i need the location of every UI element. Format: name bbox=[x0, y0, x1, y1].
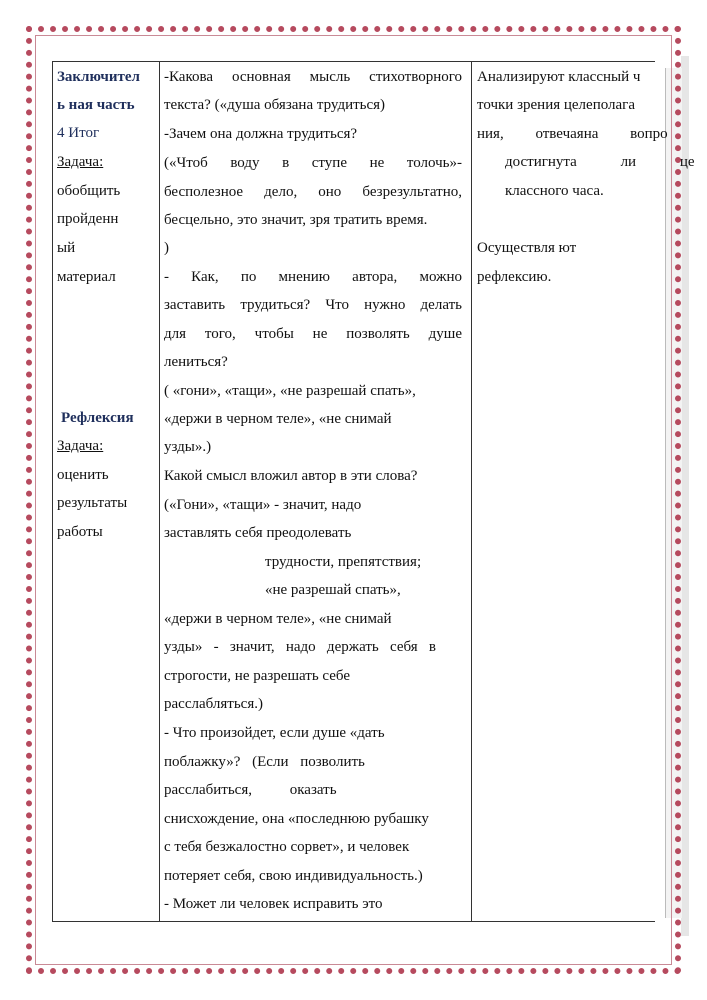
task-label: Задача: bbox=[57, 154, 104, 170]
text-line: расслабляться.) bbox=[164, 696, 263, 712]
text-line: «держи в черном теле», «не снимай bbox=[164, 611, 392, 627]
text-line: потеряет себя, свою индивидуальность.) bbox=[164, 868, 423, 884]
text-line: классного часа. bbox=[505, 183, 604, 199]
text-line: лениться? bbox=[164, 354, 228, 370]
text-line: ) bbox=[164, 240, 169, 256]
text-line: ния, отвечаяна вопро bbox=[477, 126, 668, 142]
text-line: («Гони», «тащи» - значит, надо bbox=[164, 497, 362, 513]
text-line: снисхождение, она «последнюю рубашку bbox=[164, 811, 429, 827]
task-line: обобщить bbox=[57, 183, 121, 199]
text-line: поблажку»? (Если позволить bbox=[164, 754, 365, 770]
teacher-activity-column bbox=[164, 62, 465, 921]
text-line: точки зрения целеполага bbox=[477, 97, 635, 113]
text-line: - Как, по мнению автора, можно bbox=[164, 269, 462, 285]
text-line: бесполезное дело, оно безрезультатно, bbox=[164, 184, 462, 200]
text-line: трудности, препятствия; bbox=[265, 554, 422, 570]
text-line: ( «гони», «тащи», «не разрешай спать», bbox=[164, 383, 416, 399]
text-line: узды».) bbox=[164, 439, 212, 455]
text-line: «держи в черном теле», «не снимай bbox=[164, 411, 392, 427]
page-shadow bbox=[681, 56, 689, 936]
text-line: текста? («душа обязана трудиться) bbox=[164, 97, 386, 113]
text-line: Анализируют классный ч bbox=[477, 69, 641, 85]
text-line: - Может ли человек исправить это bbox=[164, 896, 383, 912]
text-line: заставить трудиться? Что нужно делать bbox=[164, 297, 462, 313]
text-line: («Чтоб воду в ступе не толочь»- bbox=[164, 155, 462, 171]
student-activity-column bbox=[477, 62, 695, 921]
reflection-task-line: оценить bbox=[57, 467, 109, 483]
lesson-table bbox=[52, 61, 695, 922]
text-line: достигнута ли це bbox=[505, 154, 695, 170]
text-line: строгости, не разрешать себе bbox=[164, 668, 351, 684]
reflection-task-line: работы bbox=[57, 524, 103, 540]
text-line: заставлять себя преодолевать bbox=[164, 525, 352, 541]
task-line: материал bbox=[57, 269, 116, 285]
text-line: - Что произойдет, если душе «дать bbox=[164, 725, 385, 741]
task-line: пройденн bbox=[57, 211, 119, 227]
text-line: расслабиться, оказать bbox=[164, 782, 337, 798]
text-line: Какой смысл вложил автор в эти слова? bbox=[164, 468, 418, 484]
text-line: «не разрешай спать», bbox=[265, 582, 401, 598]
text-line: -Зачем она должна трудиться? bbox=[164, 126, 358, 142]
text-line: для того, чтобы не позволять душе bbox=[164, 326, 462, 342]
column-divider bbox=[471, 62, 472, 921]
text-line: -Какова основная мысль стихотворного bbox=[164, 69, 462, 85]
text-line: узды» - значит, надо держать себя в bbox=[164, 639, 436, 655]
reflection-task-label: Задача: bbox=[57, 438, 104, 454]
column-divider bbox=[159, 62, 160, 921]
text-line: рефлексию. bbox=[477, 269, 552, 285]
text-line: с тебя безжалостно сорвет», и человек bbox=[164, 839, 410, 855]
step-label: 4 Итог bbox=[57, 125, 100, 141]
section-title-line: ь ная часть bbox=[57, 97, 135, 113]
stage-column bbox=[57, 62, 157, 921]
text-line: Осуществля ют bbox=[477, 240, 577, 256]
task-line: ый bbox=[57, 240, 76, 256]
text-line: бесцельно, это значит, зря тратить время. bbox=[164, 212, 428, 228]
reflection-task-line: результаты bbox=[57, 495, 128, 511]
reflection-title: Рефлексия bbox=[61, 410, 134, 426]
section-title-line: Заключител bbox=[57, 69, 140, 85]
